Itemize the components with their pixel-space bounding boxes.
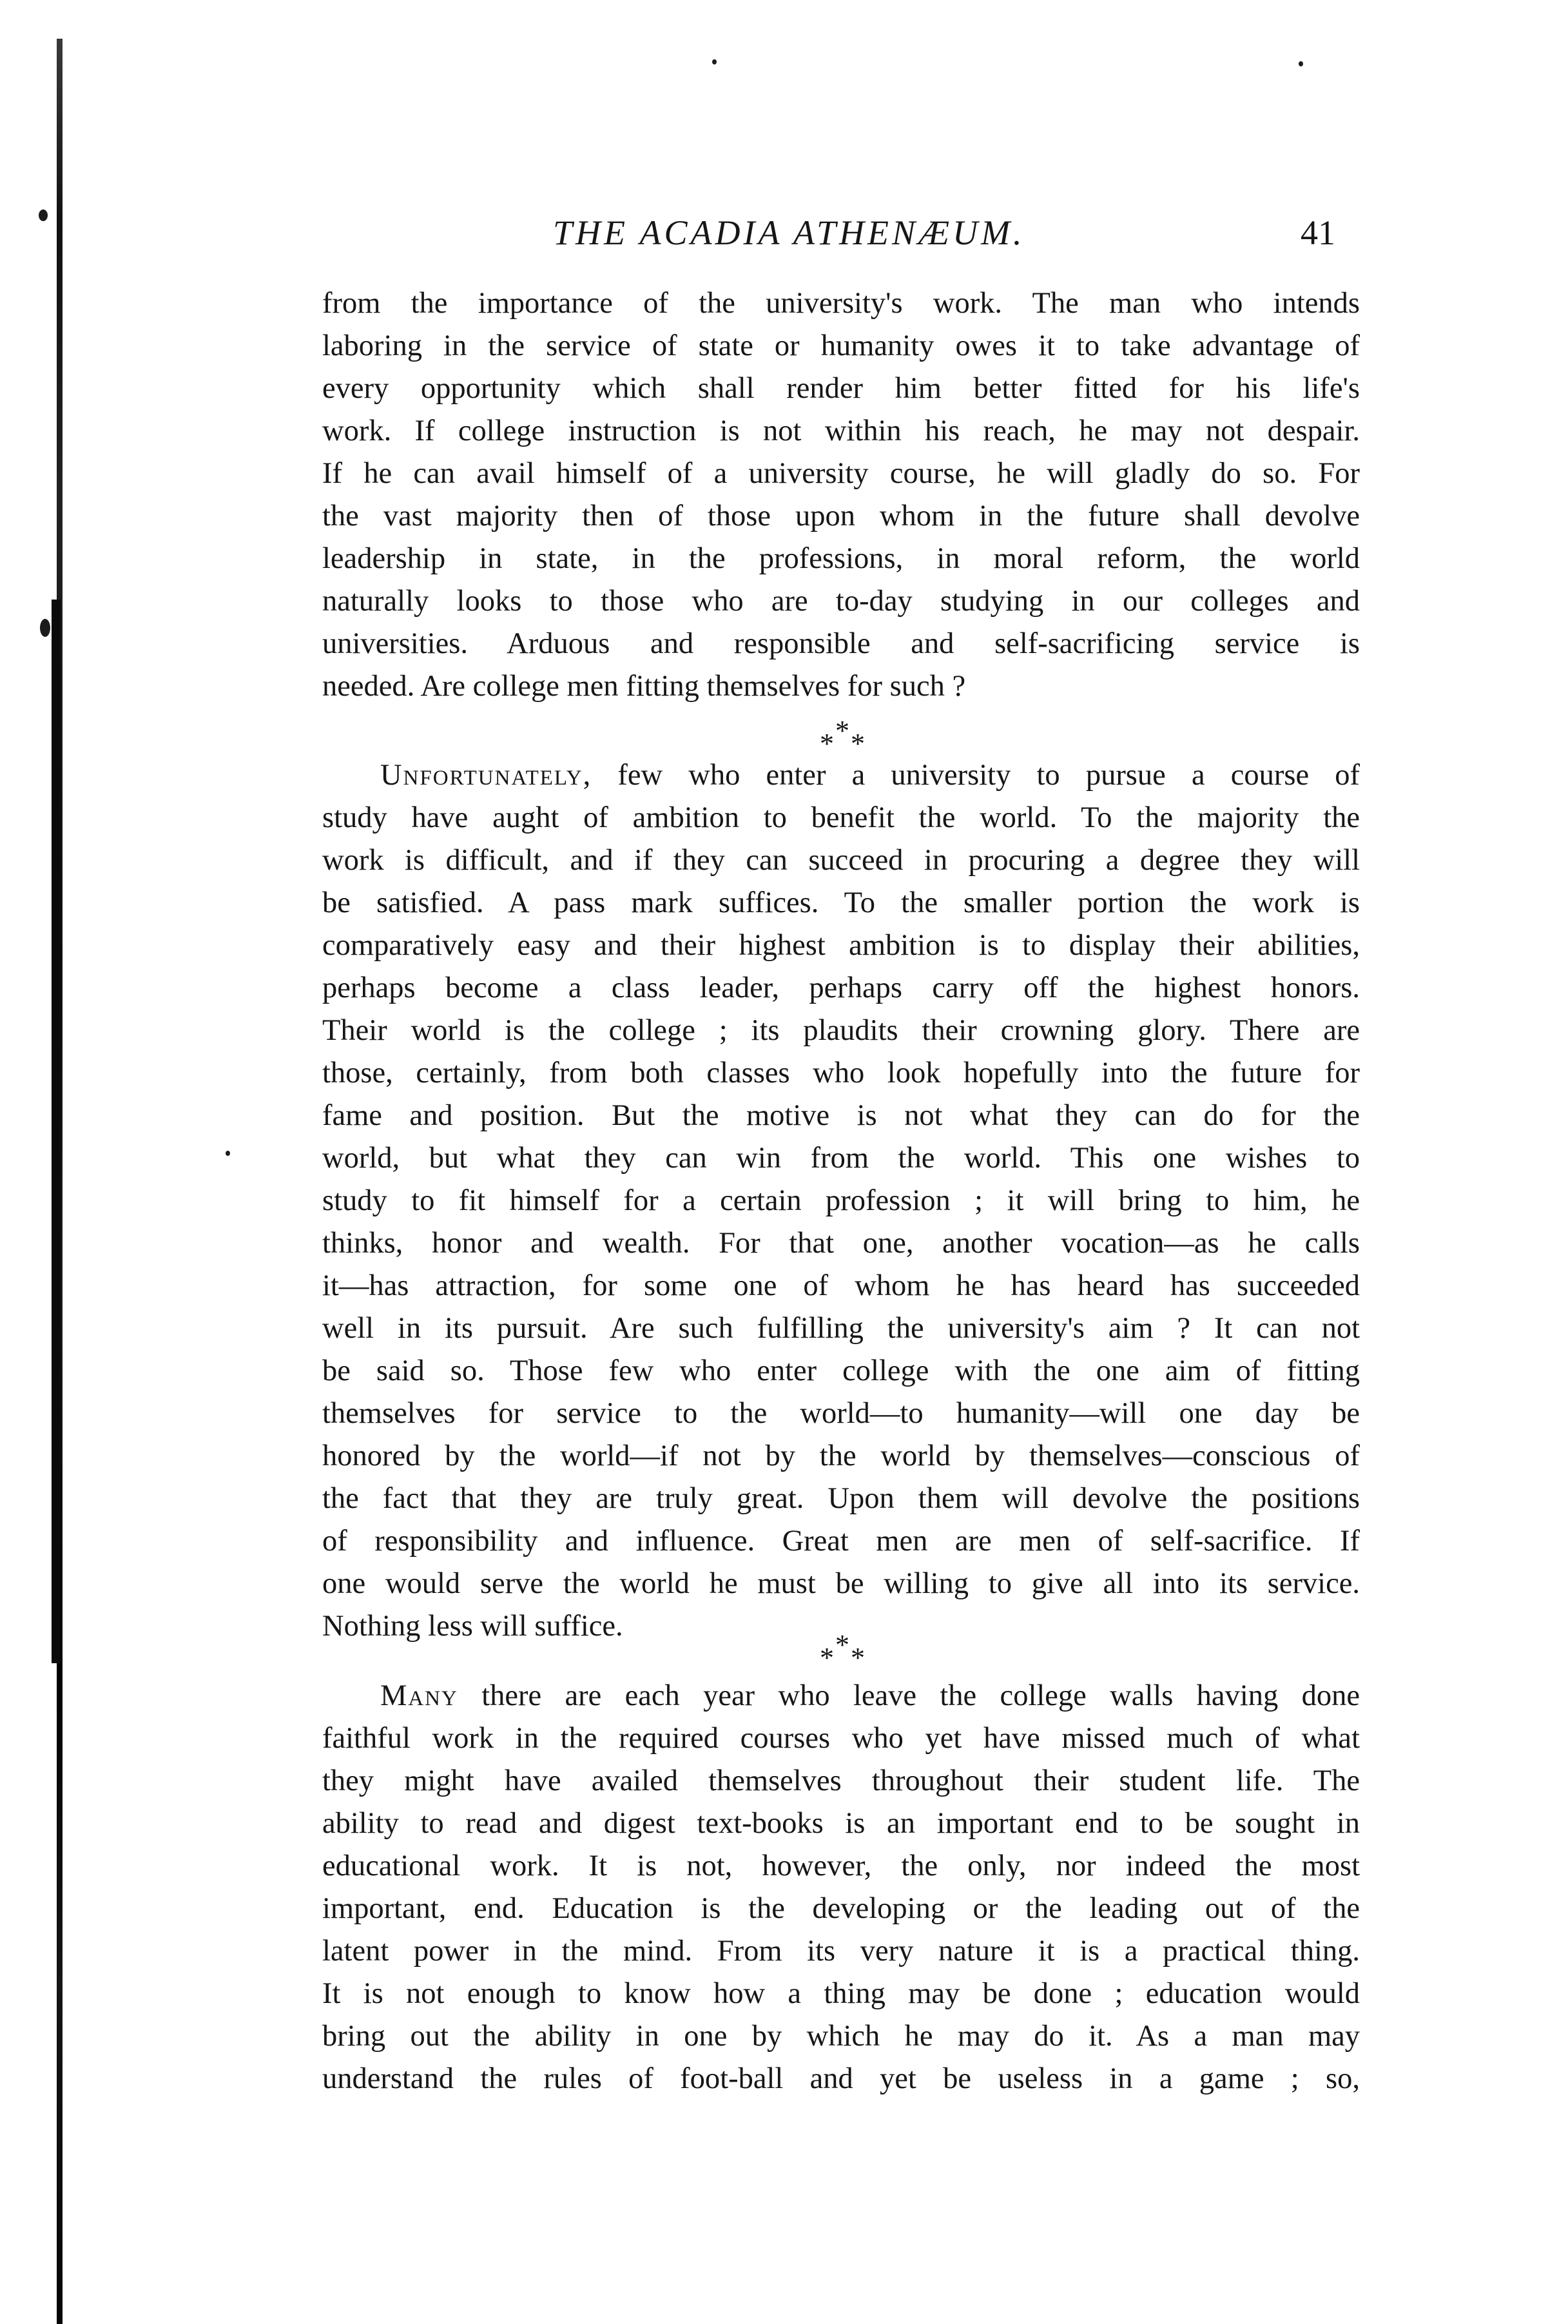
text-line: every opportunity which shall render him better fitted for his life's [322, 372, 1360, 405]
asterism-star: * [835, 1629, 849, 1661]
text-line: world, but what they can win from the world. This one wishes to [322, 1142, 1360, 1175]
text-line: ability to read and digest text-books is an important end to be sought in [322, 1807, 1360, 1840]
asterism-star: * [835, 715, 849, 747]
text-line: honored by the world—if not by the world by themselves—conscious of [322, 1440, 1360, 1472]
scan-speck [712, 59, 717, 64]
text-line: the fact that they are truly great. Upon them will devolve the positions [322, 1482, 1360, 1515]
text-line: thinks, honor and wealth. For that one, another vocation—as he calls [322, 1227, 1360, 1260]
text-line: leadership in state, in the professions, in moral reform, the world [322, 542, 1360, 575]
text-line: work is difficult, and if they can succeed in procuring a degree they will [322, 844, 1360, 877]
text-line: bring out the ability in one by which he may do it. As a man may [322, 2020, 1360, 2053]
running-title: THE ACADIA ATHENÆUM. [553, 213, 1025, 252]
section-asterism [820, 1628, 878, 1674]
text-line: It is not enough to know how a thing may be done ; education would [322, 1977, 1360, 2010]
asterism-star: * [851, 728, 865, 759]
binding-edge-shadow [52, 600, 61, 1663]
text-line: from the importance of the university's work. The man who intends [322, 287, 1360, 320]
text-line: needed. Are college men fitting themselves for such ? [322, 670, 966, 703]
text-line: laboring in the service of state or humanity owes it to take advantage of [322, 329, 1360, 362]
text-line: it—has attraction, for some one of whom he has heard has succeeded [322, 1269, 1360, 1302]
scan-speck [1299, 61, 1303, 66]
paragraph [322, 754, 1360, 1648]
text-line [322, 1675, 1360, 1717]
text-line: they might have availed themselves throughout their student life. The [322, 1764, 1360, 1797]
section-asterism [820, 714, 878, 759]
text-line: universities. Arduous and responsible and self-sacrificing service is [322, 627, 1360, 660]
text-line: naturally looks to those who are to-day studying in our colleges and [322, 585, 1360, 618]
paragraph [322, 1675, 1360, 2100]
running-head [0, 213, 1568, 258]
text-line [322, 754, 1360, 797]
text-line: those, certainly, from both classes who look hopefully into the future for [322, 1057, 1360, 1089]
text-line: faithful work in the required courses who yet have missed much of what [322, 1722, 1360, 1755]
text-run: there are each year who leave the college walls having done [458, 1679, 1360, 1712]
text-line: be satisfied. A pass mark suffices. To the smaller portion the work is [322, 886, 1360, 919]
text-line: Nothing less will suffice. [322, 1610, 623, 1643]
text-line: Their world is the college ; its plaudits their crowning glory. There are [322, 1014, 1360, 1047]
scan-speck [226, 1151, 230, 1156]
text-line: If he can avail himself of a university course, he will gladly do so. For [322, 457, 1360, 490]
lead-in-smallcaps: Many [380, 1679, 458, 1712]
text-line: well in its pursuit. Are such fulfilling the university's aim ? It can not [322, 1312, 1360, 1345]
text-line: understand the rules of foot-ball and yet be useless in a game ; so, [322, 2062, 1360, 2095]
text-line: of responsibility and influence. Great men are men of self-sacrifice. If [322, 1525, 1360, 1557]
text-run: few who enter a university to pursue a course of [592, 759, 1360, 792]
page-number: 41 [1301, 213, 1335, 252]
paragraph [322, 282, 1360, 708]
lead-in-smallcaps: Unfortunately, [380, 759, 592, 792]
asterism-star: * [820, 728, 834, 759]
asterism-star: * [851, 1642, 865, 1674]
text-line: educational work. It is not, however, the only, nor indeed the most [322, 1850, 1360, 1882]
text-line: comparatively easy and their highest ambition is to display their abilities, [322, 929, 1360, 962]
text-line: themselves for service to the world—to humanity—will one day be [322, 1397, 1360, 1430]
scan-speck [40, 619, 50, 637]
text-line: one would serve the world he must be willing to give all into its service. [322, 1567, 1360, 1600]
text-line: study to fit himself for a certain profession ; it will bring to him, he [322, 1184, 1360, 1217]
text-line: important, end. Education is the developing or the leading out of the [322, 1892, 1360, 1925]
asterism-star: * [820, 1642, 834, 1674]
text-line: study have aught of ambition to benefit the world. To the majority the [322, 801, 1360, 834]
text-line: fame and position. But the motive is not what they can do for the [322, 1099, 1360, 1132]
text-line: be said so. Those few who enter college with the one aim of fitting [322, 1354, 1360, 1387]
text-line: latent power in the mind. From its very nature it is a practical thing. [322, 1935, 1360, 1968]
text-line: the vast majority then of those upon whom in the future shall devolve [322, 500, 1360, 532]
text-line: work. If college instruction is not within his reach, he may not despair. [322, 415, 1360, 447]
text-line: perhaps become a class leader, perhaps carry off the highest honors. [322, 972, 1360, 1004]
